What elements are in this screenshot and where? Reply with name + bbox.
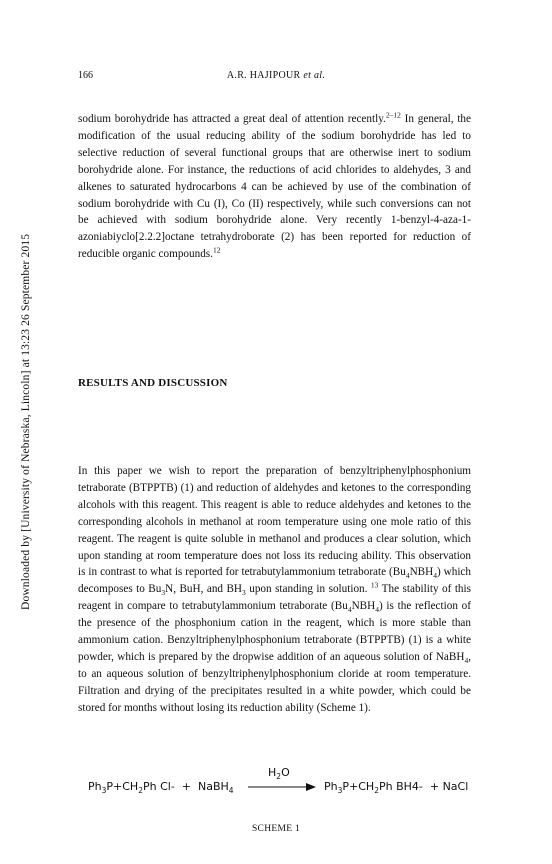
- reactant-text: Ph: [88, 780, 102, 793]
- subscript: 3: [161, 588, 166, 598]
- results-text: ) which decomposes to Bu: [78, 566, 471, 596]
- product-text: Ph BH4- + NaCl: [378, 780, 469, 793]
- intro-text-2: In general, the modification of the usual reducing ability of the sodium borohydride has led to selective reduction of several functional groups that are otherwise inert to sodium borohydride alone. For instance, the reductions of acid chlorides to aldehydes, 3 and alkenes to saturated hydrocarbons 4 can be achieved by use of the combination of sodium borohydride with Cu (I), Co (II) respectively, while such conversions can not be achieved with sodium borohydride alone. Very recently 1-benzyl-4-aza-1-azoniabiyclo[2.2.2]octane tetrahydroborate (2) has been reported for reduction of reducible organic compounds.: [78, 113, 471, 261]
- subscript: 4: [375, 605, 379, 615]
- citation-ref: 2–12: [385, 110, 401, 120]
- subscript: 3: [242, 588, 246, 598]
- product-text: P+CH: [342, 780, 375, 793]
- page-number: 166: [78, 70, 93, 81]
- intro-text-1: sodium borohydride has attracted a great deal of attention recently.: [78, 113, 386, 125]
- running-head-author: A.R. HAJIPOUR: [226, 70, 301, 81]
- scheme-reactants: [88, 780, 234, 796]
- reactant-text: Ph Cl- + NaBH: [142, 780, 229, 793]
- intro-paragraph: [78, 111, 471, 263]
- subscript: 4: [405, 571, 410, 581]
- results-text: , to an aqueous solution of benzyltriphenylphosphonium cloride at room temperature. Filtration and drying of the precipitates resulted in a white powder, which could be stored for months without losing its reduction ability (Scheme 1).: [78, 650, 471, 714]
- scheme-products: [324, 780, 469, 796]
- condition-text: H: [268, 766, 277, 779]
- results-text: NBH: [351, 600, 376, 613]
- page-header: [78, 70, 474, 86]
- citation-ref: 13: [370, 580, 379, 590]
- subscript: 4: [464, 656, 469, 666]
- results-text: N, BuH, and BH: [165, 583, 243, 596]
- running-head: [78, 70, 474, 81]
- scheme-caption: SCHEME 1: [251, 824, 301, 834]
- results-text: The stability of this reagent in compare to tetrabutylammonium tetraborate (Bu: [78, 583, 471, 613]
- subscript: 4: [433, 571, 437, 581]
- condition-text: O: [281, 766, 290, 779]
- reaction-arrow-icon: [248, 782, 316, 792]
- reaction-condition: [268, 766, 290, 782]
- subscript: 4: [228, 786, 234, 796]
- reaction-scheme: [88, 768, 488, 808]
- results-paragraph: [78, 463, 471, 717]
- citation-ref: 12: [212, 245, 221, 255]
- reactant-text: P+CH: [106, 780, 139, 793]
- subscript: 2: [276, 772, 282, 782]
- product-text: Ph: [324, 780, 338, 793]
- results-text: In this paper we wish to report the preparation of benzyltriphenylphosphonium tetraborate (BTPPTB) (1) and reduction of aldehydes and ketones to the corresponding alcohols with this reagent. This reagent is able to reduce aldehydes and ketones to the corresponding alcohols in methanol at room temperature using one mole ratio of this reagent. The reagent is quite soluble in methanol and produces a clear solution, which upon standing at room temperature does not loss its reducing ability. This observation is in contrast to what is reported for tetrabutylammonium tetraborate (Bu: [78, 465, 471, 579]
- running-head-etal: et al.: [303, 70, 326, 81]
- section-heading: RESULTS AND DISCUSSION: [78, 377, 228, 389]
- results-text: ) is the reflection of the presence of the phosphonium cation in the reagent, which is more stable than ammonium cation. Benzyltriphenylphosphonium tetraborate (BTPPTB) (1) is a white powder, which is prepared by the dropwise addition of an aqueous solution of NaBH: [78, 600, 471, 663]
- results-text: NBH: [409, 566, 434, 579]
- subscript: 3: [101, 786, 107, 796]
- subscript: 2: [138, 786, 143, 796]
- subscript: 2: [374, 786, 379, 796]
- subscript: 4: [347, 605, 352, 615]
- results-text: upon standing in solution.: [245, 583, 371, 596]
- subscript: 3: [337, 786, 343, 796]
- download-notice: Downloaded by [University of Nebraska, Lincoln] at 13:23 26 September 2015: [20, 233, 32, 610]
